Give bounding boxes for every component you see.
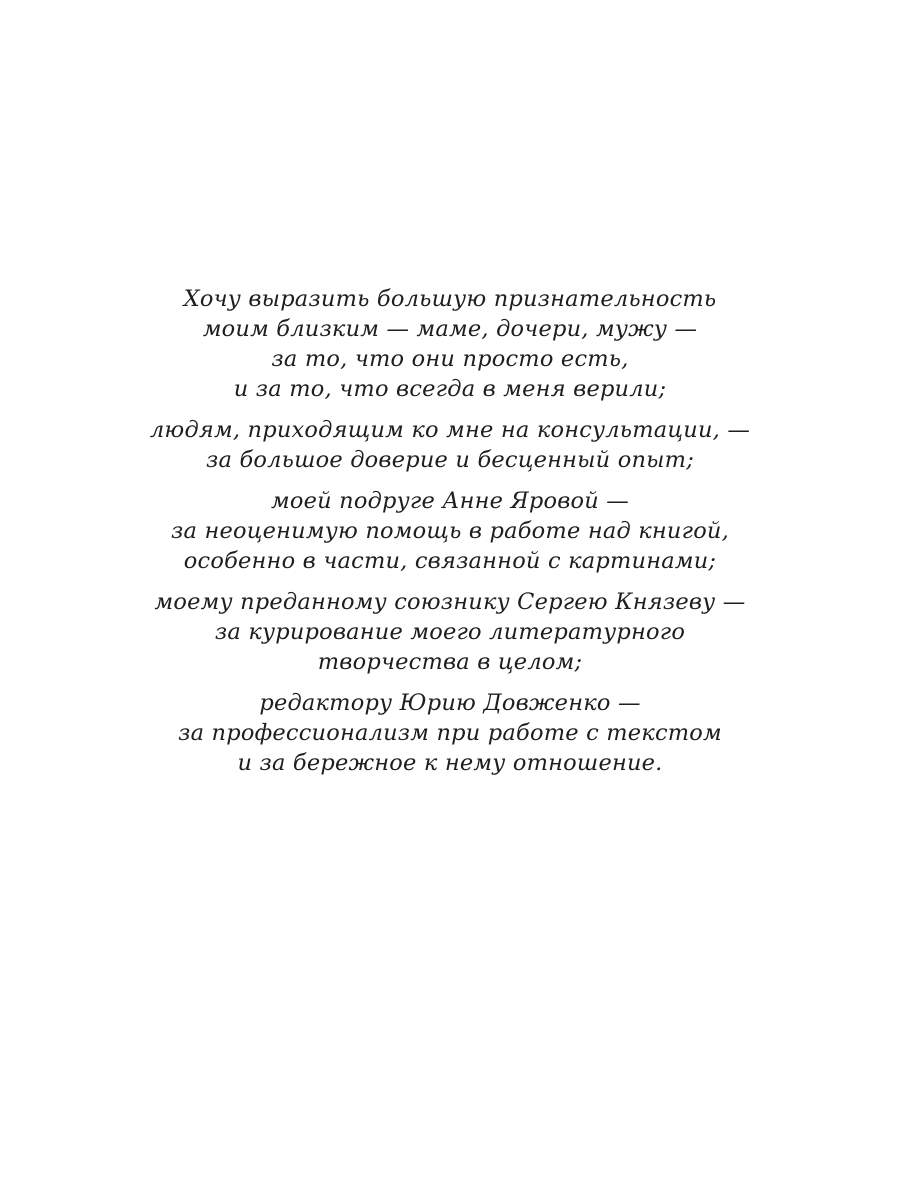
text-line: моим близким — маме, дочери, мужу — <box>202 316 698 342</box>
acknowledgments-text-block <box>120 0 780 778</box>
acknowledgment-paragraph-family <box>120 284 780 404</box>
text-line: моей подруге Анне Яровой — <box>270 488 629 514</box>
acknowledgment-paragraph-friend <box>120 486 780 576</box>
acknowledgment-paragraph-editor <box>120 688 780 778</box>
text-line: за профессионализм при работе с текстом <box>178 720 722 746</box>
text-line: за большое доверие и бесценный опыт; <box>206 447 694 473</box>
text-line: людям, приходящим ко мне на консультации, — <box>149 417 751 443</box>
text-line: особенно в части, связанной с картинами; <box>183 548 717 574</box>
text-line: редактору Юрию Довженко — <box>259 690 641 716</box>
text-line: и за бережное к нему отношение. <box>237 750 663 776</box>
text-line: творчества в целом; <box>317 649 583 675</box>
text-line: моему преданному союзнику Сергею Князеву — <box>154 589 746 615</box>
text-line: за то, что они просто есть, <box>271 346 629 372</box>
text-line: и за то, что всегда в меня верили; <box>233 376 667 402</box>
acknowledgment-paragraph-ally <box>120 587 780 677</box>
text-line: за курирование моего литературного <box>214 619 686 645</box>
text-line: Хочу выразить большую признательность <box>183 286 717 312</box>
acknowledgment-paragraph-clients <box>120 415 780 475</box>
text-line: за неоценимую помощь в работе над книгой, <box>171 518 729 544</box>
